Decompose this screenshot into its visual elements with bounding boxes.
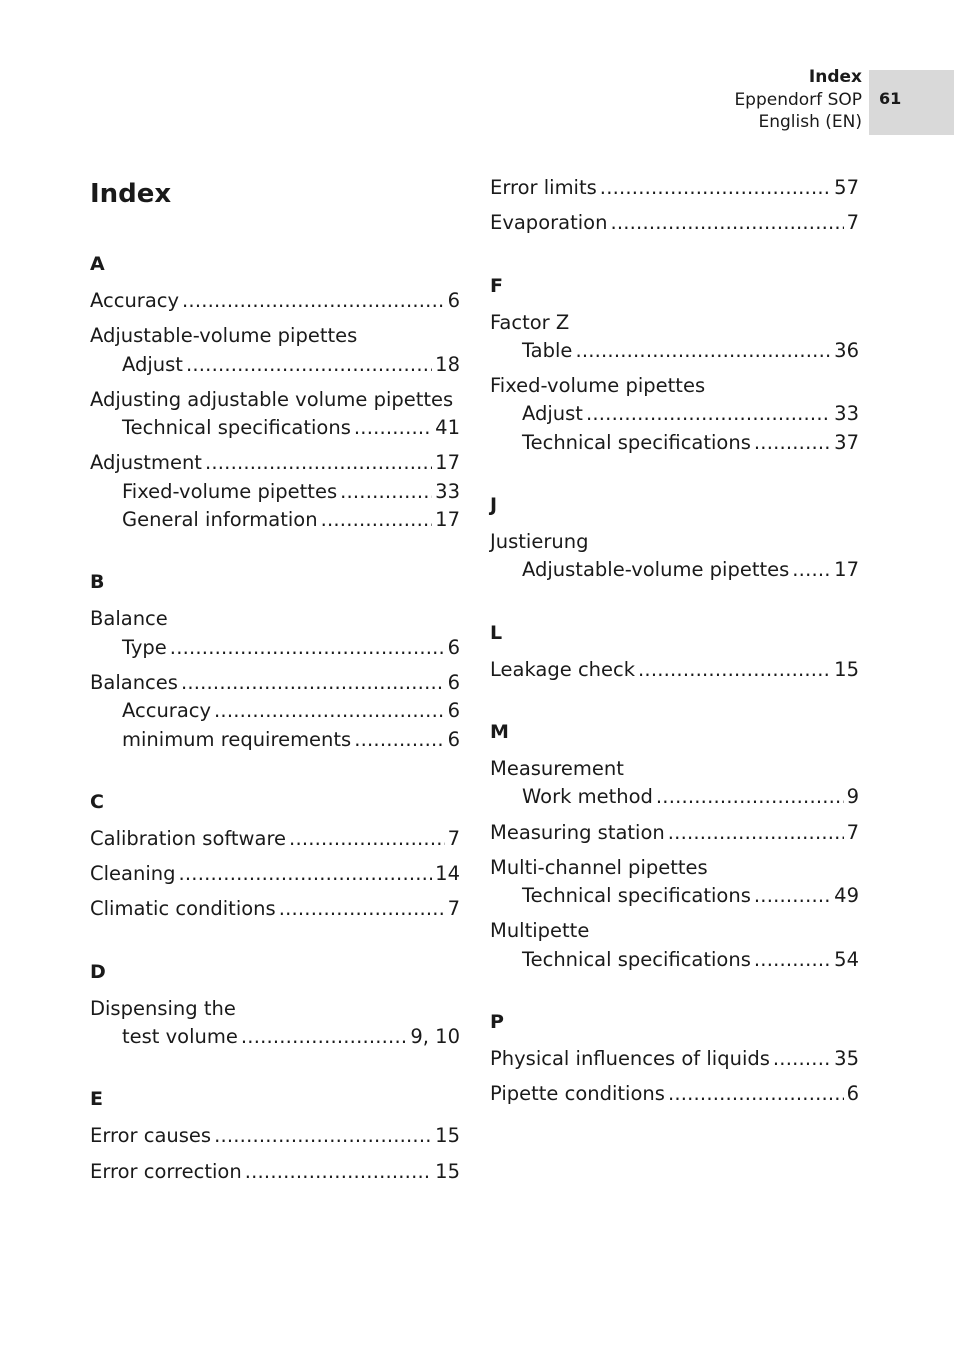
- index-term: Dispensing the: [90, 996, 236, 1020]
- dot-leader: [179, 860, 433, 888]
- index-entry: [90, 895, 460, 923]
- index-entry-group: [90, 605, 460, 662]
- index-term: test volume: [122, 1025, 238, 1049]
- index-page-number: 54: [834, 947, 859, 971]
- index-entry-group: [490, 309, 859, 366]
- index-term: Adjust: [122, 352, 183, 376]
- index-entry-group: [490, 528, 859, 585]
- index-term: Accuracy: [122, 699, 212, 723]
- index-term: Adjustable-volume pipettes: [90, 324, 358, 348]
- index-term: Table: [522, 338, 573, 362]
- index-entry: [90, 860, 460, 888]
- index-entry: [90, 449, 460, 477]
- index-page-number: 9: [846, 785, 859, 809]
- index-subentry: [90, 414, 460, 442]
- index-term: Technical specifications: [122, 416, 351, 440]
- index-entry-group: [490, 1080, 859, 1108]
- index-term: Balance: [90, 607, 168, 631]
- index-page-number: 9, 10: [410, 1025, 460, 1049]
- index-term: Multi-channel pipettes: [490, 855, 708, 879]
- header-document: Eppendorf SOP: [734, 89, 862, 110]
- index-term: Physical influences of liquids: [490, 1047, 770, 1071]
- running-header: [734, 66, 862, 134]
- index-page-number: 17: [435, 508, 460, 532]
- index-term: Measuring station: [490, 820, 665, 844]
- index-term: Fixed-volume pipettes: [122, 479, 338, 503]
- index-letter-heading: A: [90, 253, 105, 275]
- dot-leader: [170, 634, 445, 662]
- index-term: Adjustment: [90, 451, 202, 475]
- index-entry-group: [490, 209, 859, 237]
- index-page-number: 37: [834, 430, 859, 454]
- index-subentry: [90, 1023, 460, 1051]
- index-term: Technical specifications: [522, 884, 751, 908]
- dot-leader: [205, 449, 432, 477]
- index-letter-heading: L: [490, 621, 503, 644]
- index-term: Climatic conditions: [90, 897, 276, 921]
- index-letter-heading: E: [90, 1088, 103, 1111]
- index-subentry: [490, 556, 859, 584]
- index-letter-heading: M: [490, 720, 509, 743]
- index-entry: [90, 825, 460, 853]
- dot-leader: [773, 1045, 831, 1073]
- dot-leader: [279, 895, 445, 923]
- index-subentry: [90, 351, 460, 379]
- index-page-number: 17: [834, 558, 859, 582]
- index-letter-heading: F: [490, 274, 503, 297]
- dot-leader: [792, 556, 831, 584]
- index-letter-heading: J: [490, 494, 498, 517]
- index-entry: [490, 1045, 859, 1073]
- dot-leader: [214, 1122, 432, 1150]
- dot-leader: [186, 351, 432, 379]
- index-term: Adjusting adjustable volume pipettes: [90, 387, 454, 411]
- index-entry: [90, 386, 460, 414]
- index-page-number: 36: [834, 338, 859, 362]
- dot-leader: [289, 825, 445, 853]
- index-page-number: 7: [447, 897, 460, 921]
- index-letter-heading: D: [90, 960, 106, 983]
- index-term: Pipette conditions: [490, 1082, 665, 1106]
- index-subentry: [90, 506, 460, 534]
- index-term: minimum requirements: [122, 727, 352, 751]
- index-subentry: [490, 783, 859, 811]
- index-term: Evaporation: [490, 211, 608, 235]
- index-column-right: [490, 174, 859, 1116]
- index-entry-group: [90, 895, 460, 923]
- index-page-number: 6: [447, 699, 460, 723]
- index-subentry: [90, 697, 460, 725]
- index-entry-group: [490, 755, 859, 812]
- index-page-number: 7: [846, 211, 859, 235]
- index-entry: [490, 1080, 859, 1108]
- index-term: Fixed-volume pipettes: [490, 374, 706, 398]
- dot-leader: [340, 478, 432, 506]
- header-language: English (EN): [758, 112, 862, 132]
- dot-leader: [214, 697, 445, 725]
- index-page-number: 15: [834, 657, 859, 681]
- index-subentry: [490, 337, 859, 365]
- index-term: Error correction: [90, 1159, 242, 1183]
- dot-leader: [586, 400, 831, 428]
- index-page-number: 41: [435, 416, 460, 440]
- index-entry-group: [90, 995, 460, 1052]
- index-entry: [490, 309, 859, 337]
- index-term: Adjustable-volume pipettes: [522, 558, 790, 582]
- dot-leader: [610, 209, 843, 237]
- index-page-number: 7: [447, 826, 460, 850]
- index-entry-group: [90, 386, 460, 443]
- dot-leader: [754, 882, 831, 910]
- index-entry: [90, 322, 460, 350]
- page-title: Index: [90, 179, 172, 209]
- dot-leader: [600, 174, 831, 202]
- index-entry: [490, 755, 859, 783]
- index-page-number: 17: [435, 451, 460, 475]
- dot-leader: [668, 819, 844, 847]
- index-term: Error limits: [490, 176, 597, 199]
- index-entry: [490, 372, 859, 400]
- index-entry-group: [490, 1045, 859, 1073]
- index-entry-group: [490, 174, 859, 202]
- index-page-number: 15: [435, 1124, 460, 1148]
- index-entry-group: [90, 449, 460, 534]
- index-page-number: 33: [834, 402, 859, 426]
- index-column-left: [90, 174, 460, 1193]
- index-term: Error causes: [90, 1124, 212, 1148]
- dot-leader: [354, 414, 432, 442]
- dot-leader: [181, 669, 445, 697]
- index-term: Leakage check: [490, 657, 636, 681]
- index-page-number: 6: [447, 635, 460, 659]
- index-entry-group: [490, 656, 859, 684]
- index-entry-group: [90, 1158, 460, 1186]
- index-page-number: 33: [435, 479, 460, 503]
- index-page-number: 15: [435, 1159, 460, 1183]
- index-term: Cleaning: [90, 862, 176, 886]
- index-entry: [490, 209, 859, 237]
- dot-leader: [575, 337, 831, 365]
- index-term: Type: [122, 635, 167, 659]
- index-page-number: 18: [435, 352, 460, 376]
- index-term: Balances: [90, 670, 178, 694]
- index-term: General information: [122, 508, 318, 532]
- index-term: Work method: [522, 785, 653, 809]
- index-page-number: 14: [435, 862, 460, 886]
- index-page-number: 6: [447, 289, 460, 312]
- index-subentry: [90, 478, 460, 506]
- index-page-number: 7: [846, 820, 859, 844]
- index-entry: [490, 854, 859, 882]
- index-letter-heading: C: [90, 790, 104, 813]
- index-entry: [90, 287, 460, 315]
- index-entry: [90, 995, 460, 1023]
- index-entry-group: [90, 669, 460, 754]
- index-entry-group: [90, 1122, 460, 1150]
- dot-leader: [241, 1023, 407, 1051]
- header-title: Index: [808, 67, 862, 87]
- index-page-number: 35: [834, 1047, 859, 1071]
- index-entry: [490, 917, 859, 945]
- index-entry-group: [490, 819, 859, 847]
- index-term: Technical specifications: [522, 947, 751, 971]
- page-number-tab: 61: [869, 70, 954, 135]
- index-page-number: 6: [447, 727, 460, 751]
- dot-leader: [245, 1158, 432, 1186]
- index-term: Factor Z: [490, 310, 570, 334]
- dot-leader: [638, 656, 831, 684]
- index-entry: [90, 1158, 460, 1186]
- index-page-number: 6: [447, 670, 460, 694]
- index-term: Technical specifications: [522, 430, 751, 454]
- index-term: Multipette: [490, 919, 590, 943]
- index-entry-group: [90, 322, 460, 379]
- index-entry: [490, 174, 859, 202]
- index-entry: [90, 669, 460, 697]
- index-term: Measurement: [490, 756, 624, 780]
- index-letter-heading: B: [90, 571, 105, 594]
- index-entry: [490, 819, 859, 847]
- index-subentry: [490, 400, 859, 428]
- index-term: Calibration software: [90, 826, 287, 850]
- index-subentry: [90, 726, 460, 754]
- index-subentry: [490, 429, 859, 457]
- index-entry: [90, 1122, 460, 1150]
- dot-leader: [754, 429, 831, 457]
- index-entry: [490, 528, 859, 556]
- dot-leader: [754, 946, 831, 974]
- index-page-number: 49: [834, 884, 859, 908]
- index-page-number: 57: [834, 176, 859, 199]
- index-subentry: [490, 946, 859, 974]
- dot-leader: [182, 287, 445, 315]
- dot-leader: [656, 783, 844, 811]
- dot-leader: [321, 506, 433, 534]
- index-subentry: [90, 634, 460, 662]
- index-page-number: 6: [846, 1082, 859, 1106]
- index-entry: [490, 656, 859, 684]
- index-entry-group: [90, 287, 460, 315]
- dot-leader: [354, 726, 444, 754]
- index-entry-group: [490, 854, 859, 911]
- index-term: Adjust: [522, 402, 583, 426]
- dot-leader: [668, 1080, 844, 1108]
- index-entry-group: [90, 860, 460, 888]
- index-entry-group: [490, 917, 859, 974]
- index-entry: [90, 605, 460, 633]
- index-term: Justierung: [490, 530, 589, 554]
- index-term: Accuracy: [90, 289, 180, 312]
- index-subentry: [490, 882, 859, 910]
- index-letter-heading: P: [490, 1011, 504, 1034]
- index-entry-group: [90, 825, 460, 853]
- index-entry-group: [490, 372, 859, 457]
